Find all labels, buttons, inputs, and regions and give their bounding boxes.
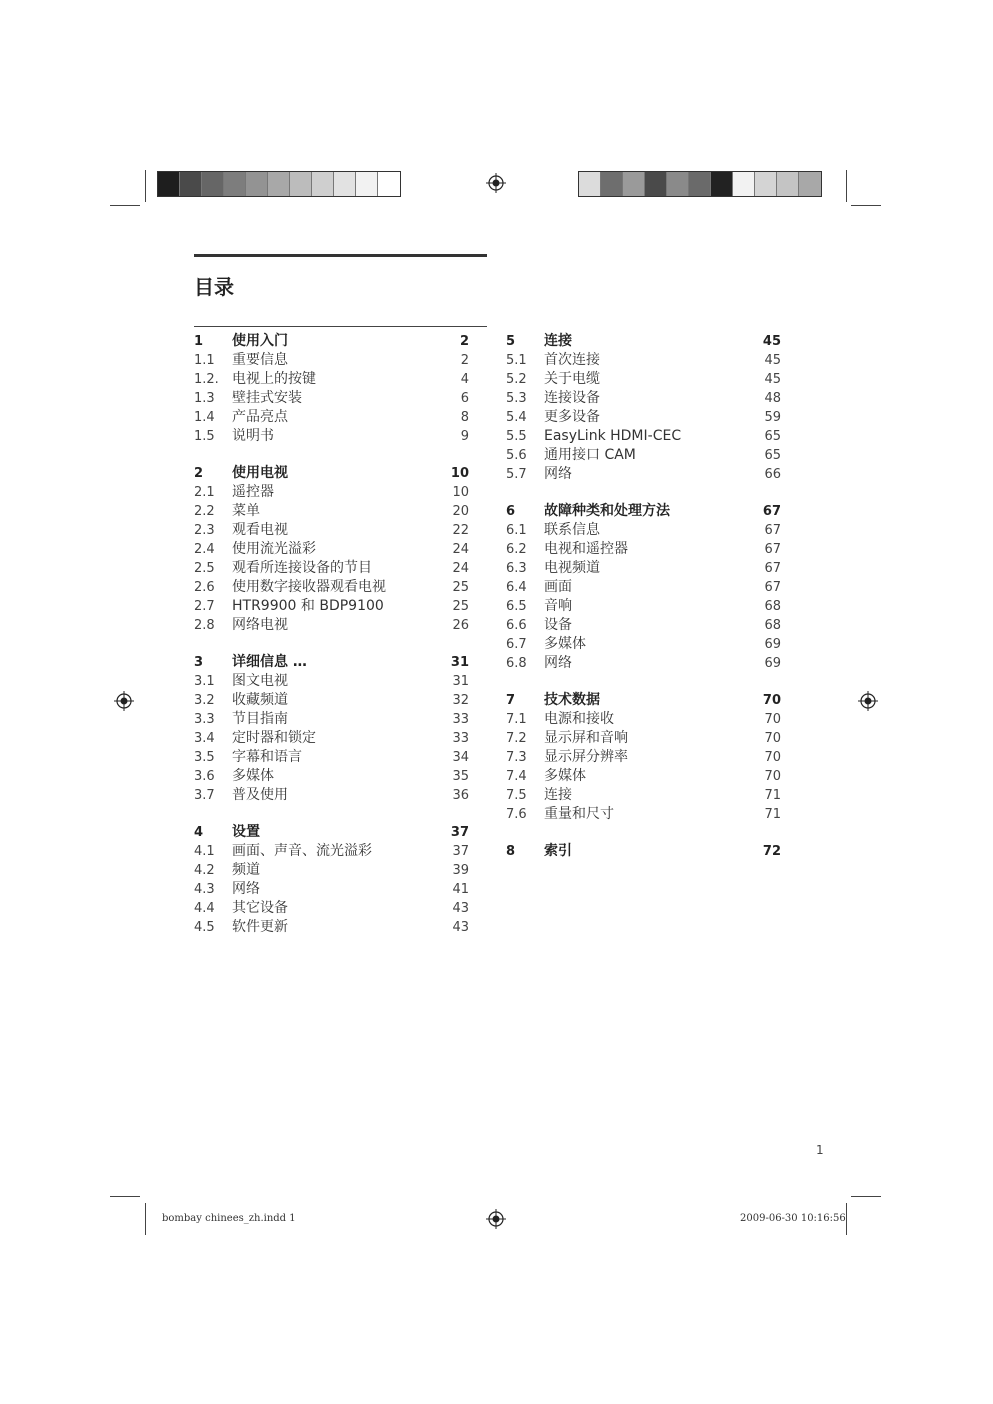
- toc-entry-page: 33: [452, 712, 469, 727]
- toc-entry[interactable]: [506, 540, 781, 559]
- toc-entry-page: 70: [764, 712, 781, 727]
- toc-entry-page: 24: [452, 561, 469, 576]
- color-swatch: [180, 172, 202, 196]
- toc-entry-number: 3.2: [194, 693, 215, 708]
- color-swatch: [312, 172, 334, 196]
- toc-entry-page: 69: [764, 637, 781, 652]
- toc-entry-number: 6.4: [506, 580, 527, 595]
- color-swatch: [645, 172, 667, 196]
- toc-section-heading[interactable]: [194, 823, 469, 842]
- toc-entry-title: 字幕和语言: [232, 749, 302, 765]
- toc-entry-page: 25: [452, 580, 469, 595]
- crop-mark: [145, 170, 146, 202]
- toc-entry-page: 37: [452, 844, 469, 859]
- toc-entry-page: 35: [452, 769, 469, 784]
- toc-entry[interactable]: [194, 672, 469, 691]
- toc-entry-number: 7.2: [506, 731, 527, 746]
- toc-entry-number: 7.4: [506, 769, 527, 784]
- toc-entry[interactable]: [194, 578, 469, 597]
- toc-entry-number: 3.1: [194, 674, 215, 689]
- toc-entry-page: 68: [764, 599, 781, 614]
- toc-entry-number: 1.1: [194, 353, 215, 368]
- toc-entry-title: 重要信息: [232, 352, 288, 368]
- toc-entry[interactable]: [194, 767, 469, 786]
- toc-column-left: [194, 332, 469, 955]
- toc-entry-page: 20: [452, 504, 469, 519]
- color-swatch: [378, 172, 400, 196]
- toc-entry-page: 41: [452, 882, 469, 897]
- toc-entry-number: 2.8: [194, 618, 215, 633]
- toc-entry-number: 1.4: [194, 410, 215, 425]
- toc-entry-title: 收藏频道: [232, 692, 288, 708]
- toc-entry-title: 更多设备: [544, 409, 600, 425]
- toc-entry-number: 6.8: [506, 656, 527, 671]
- toc-entry-page: 72: [762, 844, 781, 859]
- color-swatch: [158, 172, 180, 196]
- toc-entry-page: 32: [452, 693, 469, 708]
- color-swatch: [268, 172, 290, 196]
- toc-entry[interactable]: [194, 861, 469, 880]
- toc-entry-number: 2.4: [194, 542, 215, 557]
- toc-entry[interactable]: [506, 521, 781, 540]
- toc-entry-title: 使用数字接收器观看电视: [232, 579, 386, 595]
- toc-entry-title: 使用电视: [232, 465, 288, 481]
- toc-column-right: [506, 332, 781, 879]
- toc-entry[interactable]: [506, 786, 781, 805]
- toc-entry[interactable]: [506, 578, 781, 597]
- toc-entry[interactable]: [194, 540, 469, 559]
- toc-entry[interactable]: [194, 880, 469, 899]
- color-swatch: [356, 172, 378, 196]
- toc-entry-number: 6.2: [506, 542, 527, 557]
- toc-entry[interactable]: [194, 842, 469, 861]
- toc-entry-number: 7.6: [506, 807, 527, 822]
- toc-entry-page: 34: [452, 750, 469, 765]
- toc-entry[interactable]: [194, 710, 469, 729]
- toc-entry[interactable]: [506, 597, 781, 616]
- toc-entry-title: 电视频道: [544, 560, 600, 576]
- color-swatch: [290, 172, 312, 196]
- toc-entry-title: 多媒体: [544, 636, 586, 652]
- toc-entry[interactable]: [506, 559, 781, 578]
- toc-entry[interactable]: [506, 465, 781, 484]
- toc-entry-number: 6.7: [506, 637, 527, 652]
- toc-entry-page: 69: [764, 656, 781, 671]
- toc-entry-title: 画面、声音、流光溢彩: [232, 843, 372, 859]
- toc-entry-number: 4.5: [194, 920, 215, 935]
- toc-section-heading[interactable]: [506, 332, 781, 351]
- toc-entry-number: 4.3: [194, 882, 215, 897]
- toc-entry-number: 7.3: [506, 750, 527, 765]
- toc-entry-title: 多媒体: [232, 768, 274, 784]
- toc-entry-title: 设备: [544, 617, 572, 633]
- toc-entry-title: 通用接口 CAM: [544, 447, 636, 463]
- toc-entry[interactable]: [194, 748, 469, 767]
- toc-entry-number: 1.5: [194, 429, 215, 444]
- toc-entry[interactable]: [194, 370, 469, 389]
- toc-entry[interactable]: [506, 446, 781, 465]
- toc-entry-page: 10: [450, 466, 469, 481]
- color-swatch: [224, 172, 246, 196]
- toc-entry-title: 设置: [232, 824, 260, 840]
- toc-entry-number: 2.7: [194, 599, 215, 614]
- toc-entry-number: 4.2: [194, 863, 215, 878]
- toc-entry-page: 45: [764, 372, 781, 387]
- color-swatch: [667, 172, 689, 196]
- toc-entry-title: 其它设备: [232, 900, 288, 916]
- toc-section: [506, 691, 781, 824]
- toc-entry-number: 5.7: [506, 467, 527, 482]
- toc-section: [194, 653, 469, 805]
- toc-entry-title: 首次连接: [544, 352, 600, 368]
- toc-section: [194, 464, 469, 635]
- color-swatch: [689, 172, 711, 196]
- toc-entry-page: 67: [764, 580, 781, 595]
- registration-mark-icon: [858, 691, 878, 711]
- color-swatch: [777, 172, 799, 196]
- toc-entry-number: 5.3: [506, 391, 527, 406]
- color-swatch: [334, 172, 356, 196]
- toc-entry-number: 2.1: [194, 485, 215, 500]
- toc-entry-title: 定时器和锁定: [232, 730, 316, 746]
- toc-entry-page: 36: [452, 788, 469, 803]
- toc-entry-page: 2: [460, 353, 469, 368]
- toc-entry[interactable]: [506, 427, 781, 446]
- toc-entry-title: 显示屏分辨率: [544, 749, 628, 765]
- toc-entry[interactable]: [194, 597, 469, 616]
- toc-entry-number: 2.3: [194, 523, 215, 538]
- toc-entry-number: 3.6: [194, 769, 215, 784]
- crop-mark: [846, 1203, 847, 1235]
- toc-entry[interactable]: [194, 427, 469, 446]
- color-bar-right: [578, 171, 822, 197]
- toc-entry-page: 6: [460, 391, 469, 406]
- crop-mark: [110, 205, 140, 206]
- toc-entry-number: 6.1: [506, 523, 527, 538]
- toc-entry-title: 观看所连接设备的节目: [232, 560, 372, 576]
- toc-entry-title: 软件更新: [232, 919, 288, 935]
- toc-entry-page: 70: [764, 750, 781, 765]
- toc-entry-title: 普及使用: [232, 787, 288, 803]
- toc-entry-page: 70: [764, 731, 781, 746]
- toc-entry[interactable]: [506, 370, 781, 389]
- toc-entry-number: 4: [194, 825, 204, 840]
- toc-entry-title: 联系信息: [544, 522, 600, 538]
- toc-entry-number: 6.3: [506, 561, 527, 576]
- toc-entry-page: 2: [459, 334, 469, 349]
- toc-entry-page: 45: [762, 334, 781, 349]
- toc-entry[interactable]: [506, 729, 781, 748]
- toc-entry[interactable]: [506, 616, 781, 635]
- toc-entry-title: 菜单: [232, 503, 260, 519]
- toc-entry[interactable]: [194, 521, 469, 540]
- color-swatch: [601, 172, 623, 196]
- crop-mark: [110, 1196, 140, 1197]
- toc-entry-title: 连接设备: [544, 390, 600, 406]
- toc-entry-page: 33: [452, 731, 469, 746]
- toc-entry[interactable]: [506, 710, 781, 729]
- toc-entry-page: 59: [764, 410, 781, 425]
- toc-entry[interactable]: [194, 729, 469, 748]
- toc-entry-page: 9: [460, 429, 469, 444]
- toc-entry-page: 8: [460, 410, 469, 425]
- toc-entry[interactable]: [506, 351, 781, 370]
- toc-section-heading[interactable]: [194, 332, 469, 351]
- toc-entry[interactable]: [194, 408, 469, 427]
- toc-entry-title: 电源和接收: [544, 711, 614, 727]
- page-title: 目录: [194, 275, 234, 299]
- toc-entry-page: 43: [452, 920, 469, 935]
- toc-entry-title: 使用流光溢彩: [232, 541, 316, 557]
- toc-entry-page: 10: [452, 485, 469, 500]
- toc-entry-page: 45: [764, 353, 781, 368]
- toc-entry-page: 24: [452, 542, 469, 557]
- toc-entry[interactable]: [194, 559, 469, 578]
- registration-mark-icon: [486, 173, 506, 193]
- toc-entry-page: 67: [764, 542, 781, 557]
- toc-section-heading[interactable]: [506, 691, 781, 710]
- toc-entry-page: 43: [452, 901, 469, 916]
- toc-entry[interactable]: [506, 389, 781, 408]
- toc-entry-page: 66: [764, 467, 781, 482]
- toc-entry-number: 3.3: [194, 712, 215, 727]
- toc-section: [506, 332, 781, 484]
- toc-entry-title: EasyLink HDMI-CEC: [544, 428, 682, 444]
- toc-entry[interactable]: [194, 389, 469, 408]
- toc-entry[interactable]: [194, 899, 469, 918]
- toc-entry-title: 遥控器: [232, 484, 274, 500]
- toc-entry-title: 图文电视: [232, 673, 288, 689]
- toc-entry-page: 70: [762, 693, 781, 708]
- toc-entry-page: 39: [452, 863, 469, 878]
- column-rule: [194, 326, 487, 327]
- toc-entry-title: 索引: [544, 843, 572, 859]
- toc-entry-page: 25: [452, 599, 469, 614]
- registration-mark-icon: [486, 1209, 506, 1229]
- crop-mark: [851, 205, 881, 206]
- toc-section: [194, 823, 469, 937]
- toc-entry-number: 3.5: [194, 750, 215, 765]
- color-swatch: [755, 172, 777, 196]
- toc-entry-page: 67: [764, 561, 781, 576]
- toc-entry-title: 故障种类和处理方法: [544, 503, 670, 519]
- toc-entry[interactable]: [194, 691, 469, 710]
- toc-entry-page: 4: [460, 372, 469, 387]
- footer-file-name: bombay chinees_zh.indd 1: [162, 1213, 296, 1224]
- toc-entry-title: 观看电视: [232, 522, 288, 538]
- toc-entry[interactable]: [506, 767, 781, 786]
- toc-entry-number: 8: [506, 844, 516, 859]
- toc-entry-page: 48: [764, 391, 781, 406]
- crop-mark: [145, 1203, 146, 1235]
- color-swatch: [711, 172, 733, 196]
- toc-section: [194, 332, 469, 446]
- toc-entry-number: 5.2: [506, 372, 527, 387]
- page-number: 1: [816, 1143, 824, 1157]
- color-swatch: [202, 172, 224, 196]
- toc-entry-number: 3: [194, 655, 204, 670]
- toc-section-heading[interactable]: [506, 842, 781, 861]
- crop-mark: [851, 1196, 881, 1197]
- toc-entry-title: 连接: [544, 787, 572, 803]
- color-swatch: [623, 172, 645, 196]
- toc-entry-number: 5: [506, 334, 516, 349]
- toc-entry-number: 7.5: [506, 788, 527, 803]
- toc-entry[interactable]: [506, 805, 781, 824]
- toc-entry-page: 67: [762, 504, 781, 519]
- toc-entry-number: 4.4: [194, 901, 215, 916]
- toc-entry[interactable]: [506, 654, 781, 673]
- toc-entry-number: 1.2.: [194, 372, 219, 387]
- toc-entry-number: 7: [506, 693, 516, 708]
- toc-entry-number: 3.4: [194, 731, 215, 746]
- toc-entry-title: 连接: [544, 333, 572, 349]
- toc-entry-page: 26: [452, 618, 469, 633]
- color-swatch: [733, 172, 755, 196]
- toc-section-heading[interactable]: [506, 502, 781, 521]
- toc-entry-page: 65: [764, 429, 781, 444]
- toc-entry-title: 显示屏和音响: [544, 730, 628, 746]
- toc-section: [506, 842, 781, 861]
- toc-entry-page: 31: [450, 655, 469, 670]
- toc-entry[interactable]: [194, 918, 469, 937]
- toc-entry-number: 1.3: [194, 391, 215, 406]
- toc-entry-title: 网络: [544, 655, 572, 671]
- toc-entry-title: 节目指南: [232, 711, 288, 727]
- toc-entry-title: 产品亮点: [232, 409, 288, 425]
- toc-entry-page: 65: [764, 448, 781, 463]
- toc-entry-title: 说明书: [232, 428, 274, 444]
- toc-entry-title: 网络: [544, 466, 572, 482]
- toc-entry-page: 71: [764, 807, 781, 822]
- footer-timestamp: 2009-06-30 10:16:56: [740, 1213, 846, 1224]
- toc-entry-number: 2.6: [194, 580, 215, 595]
- toc-entry[interactable]: [506, 408, 781, 427]
- toc-entry-page: 68: [764, 618, 781, 633]
- toc-entry-number: 6.5: [506, 599, 527, 614]
- toc-entry[interactable]: [194, 351, 469, 370]
- toc-entry-title: 网络电视: [232, 617, 288, 633]
- registration-mark-icon: [114, 691, 134, 711]
- toc-entry-number: 2.2: [194, 504, 215, 519]
- toc-entry-page: 67: [764, 523, 781, 538]
- toc-section: [506, 502, 781, 673]
- color-swatch: [579, 172, 601, 196]
- toc-entry-number: 4.1: [194, 844, 215, 859]
- toc-entry-page: 70: [764, 769, 781, 784]
- toc-entry-page: 37: [450, 825, 469, 840]
- toc-entry-page: 31: [452, 674, 469, 689]
- toc-entry-number: 2: [194, 466, 204, 481]
- toc-entry-number: 5.5: [506, 429, 527, 444]
- toc-entry-number: 7.1: [506, 712, 527, 727]
- toc-entry-number: 6: [506, 504, 516, 519]
- crop-mark: [846, 170, 847, 202]
- toc-section-heading[interactable]: [194, 653, 469, 672]
- toc-entry-title: 频道: [232, 862, 260, 878]
- color-swatch: [799, 172, 821, 196]
- toc-entry-title: 重量和尺寸: [544, 806, 614, 822]
- toc-entry-title: 壁挂式安装: [232, 390, 302, 406]
- toc-entry-page: 71: [764, 788, 781, 803]
- toc-entry-page: 22: [452, 523, 469, 538]
- title-rule: [194, 254, 487, 257]
- toc-section-heading[interactable]: [194, 464, 469, 483]
- toc-entry-title: 音响: [544, 598, 572, 614]
- toc-entry[interactable]: [194, 786, 469, 805]
- toc-entry-title: 网络: [232, 881, 260, 897]
- toc-entry[interactable]: [194, 483, 469, 502]
- toc-entry-number: 1: [194, 334, 204, 349]
- color-swatch: [246, 172, 268, 196]
- toc-entry-title: 电视和遥控器: [544, 541, 628, 557]
- toc-entry-title: 多媒体: [544, 768, 586, 784]
- toc-entry-number: 6.6: [506, 618, 527, 633]
- toc-entry-number: 5.6: [506, 448, 527, 463]
- toc-entry-number: 2.5: [194, 561, 215, 576]
- color-bar-left: [157, 171, 401, 197]
- toc-entry-title: HTR9900 和 BDP9100: [232, 598, 384, 614]
- toc-entry-title: 画面: [544, 579, 572, 595]
- toc-entry-title: 使用入门: [232, 333, 288, 349]
- toc-entry-title: 详细信息 …: [232, 654, 307, 670]
- toc-entry-title: 电视上的按键: [232, 371, 316, 387]
- toc-entry-number: 5.4: [506, 410, 527, 425]
- toc-entry-number: 5.1: [506, 353, 527, 368]
- toc-entry-title: 关于电缆: [544, 371, 600, 387]
- toc-entry[interactable]: [194, 616, 469, 635]
- toc-entry[interactable]: [506, 748, 781, 767]
- toc-entry-number: 3.7: [194, 788, 215, 803]
- toc-entry[interactable]: [506, 635, 781, 654]
- toc-entry[interactable]: [194, 502, 469, 521]
- toc-entry-title: 技术数据: [544, 692, 600, 708]
